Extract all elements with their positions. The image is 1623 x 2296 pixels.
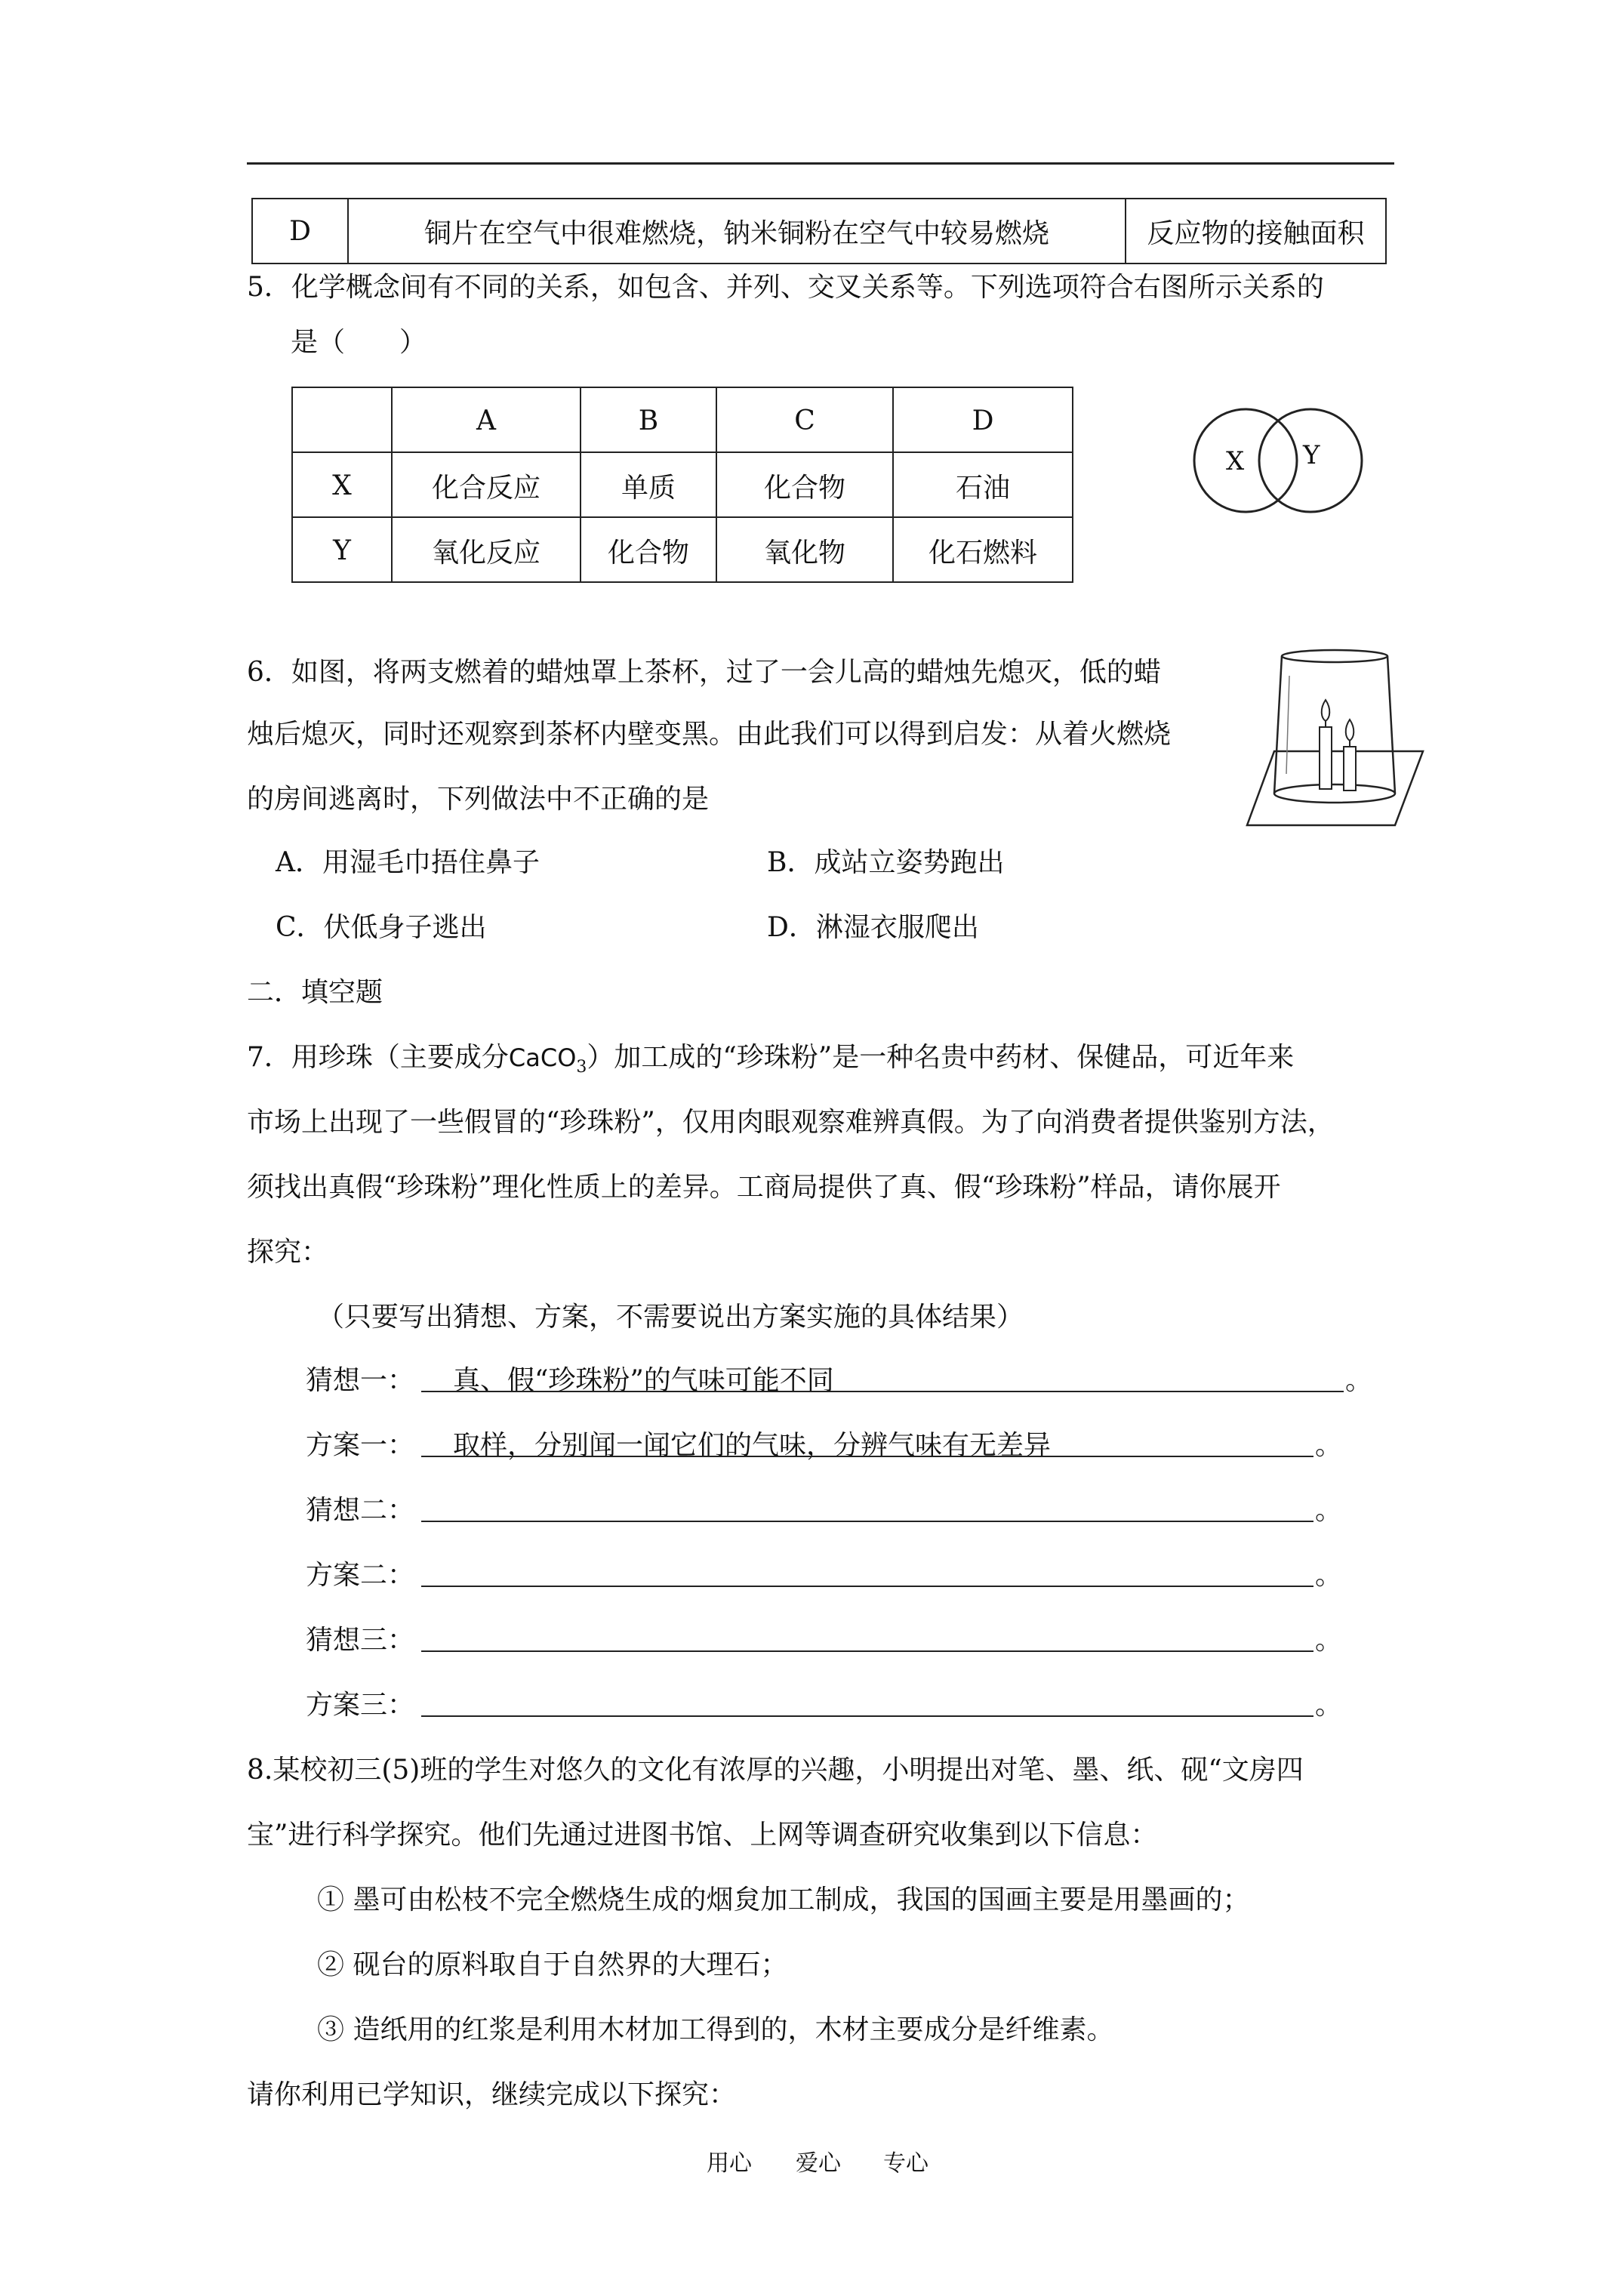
- guess-1-blank[interactable]: [421, 1391, 1344, 1392]
- footer-word-1: 用心: [707, 2150, 752, 2177]
- q5-header-c: C: [794, 405, 815, 436]
- q6-line2: 烛后熄灭，同时还观察到茶杯内壁变黑。由此我们可以得到启发：从着火燃烧: [247, 719, 1172, 750]
- q7-formula: CaCO: [508, 1043, 577, 1072]
- footer-word-3: 专心: [883, 2150, 929, 2177]
- q7-line2: 市场上出现了一些假冒的“珍珠粉”，仅用肉眼观察难辨真假。为了向消费者提供鉴别方法，: [247, 1107, 1335, 1138]
- q7-formula-subscript: 3: [576, 1058, 587, 1077]
- q5-row-x-c: 化合物: [763, 472, 845, 504]
- q5-row-y-b: 化合物: [607, 537, 689, 569]
- q5-row-y-a: 氧化反应: [431, 537, 540, 569]
- q6-line3: 的房间逃离时，下列做法中不正确的是: [247, 784, 710, 815]
- q7-line4: 探究：: [247, 1237, 329, 1268]
- q8-closing: 请你利用已学知识，继续完成以下探究：: [247, 2079, 737, 2110]
- q7-line1-pre: 7．用珍珠（主要成分: [247, 1042, 509, 1073]
- q5-row-x-label: X: [332, 470, 352, 501]
- q5-row-y-c: 氧化物: [763, 537, 845, 569]
- plan-1-blank[interactable]: [421, 1456, 1313, 1457]
- plan-2-blank[interactable]: [421, 1586, 1313, 1587]
- q5-header-d: D: [972, 405, 994, 436]
- q6-option-c: C．伏低身子逃出: [276, 912, 487, 943]
- guess-2-blank[interactable]: [421, 1521, 1313, 1522]
- venn-x-label: X: [1226, 446, 1245, 476]
- footer-word-2: 爱心: [796, 2150, 841, 2177]
- guess-2-label: 猜想二：: [306, 1495, 415, 1526]
- plan-2-end: 。: [1315, 1560, 1343, 1591]
- plan-3-label: 方案三：: [306, 1690, 415, 1721]
- q5-row-x-d: 石油: [955, 472, 1010, 504]
- venn-diagram: [1178, 393, 1381, 521]
- guess-1-end: 。: [1345, 1365, 1373, 1396]
- guess-3-blank[interactable]: [421, 1650, 1313, 1652]
- q7-note: （只要写出猜想、方案，不需要说出方案实施的具体结果）: [317, 1302, 1024, 1333]
- q6-option-d: D．淋湿衣服爬出: [767, 912, 979, 943]
- guess-2-end: 。: [1315, 1495, 1343, 1526]
- q7-line1: [247, 1036, 1294, 1077]
- q8-info-2: ② 砚台的原料取自于自然界的大理石；: [317, 1949, 788, 1980]
- section-title: 二．填空题: [247, 977, 383, 1008]
- prev-table-row-d: [251, 198, 1387, 264]
- plan-3-blank[interactable]: [421, 1715, 1313, 1717]
- q5-header-a: A: [476, 405, 496, 436]
- guess-3-end: 。: [1315, 1625, 1343, 1656]
- plan-1-label: 方案一：: [306, 1430, 415, 1461]
- q8-line1: 8.某校初三(5)班的学生对悠久的文化有浓厚的兴趣，小明提出对笔、墨、纸、砚“文房四: [247, 1755, 1304, 1786]
- row-label: D: [289, 215, 311, 247]
- q5-line2: 是（ ）: [291, 327, 427, 358]
- header-rule: [247, 162, 1394, 165]
- row-factor: 反应物的接触面积: [1147, 217, 1365, 249]
- candles-under-cup-illustration: [1238, 646, 1434, 831]
- q5-row-y-d: 化石燃料: [928, 537, 1037, 569]
- guess-1-answer: 真、假“珍珠粉”的气味可能不同: [453, 1365, 834, 1396]
- guess-3-label: 猜想三：: [306, 1625, 415, 1656]
- venn-y-label: Y: [1303, 440, 1320, 470]
- q7-line3: 须找出真假“珍珠粉”理化性质上的差异。工商局提供了真、假“珍珠粉”样品，请你展开: [247, 1172, 1281, 1203]
- q5-row-x-a: 化合反应: [431, 472, 540, 504]
- q7-line1-post: ）加工成的“珍珠粉”是一种名贵中药材、保健品，可近年来: [587, 1042, 1295, 1073]
- q5-line1: 5．化学概念间有不同的关系，如包含、并列、交叉关系等。下列选项符合右图所示关系的: [247, 272, 1324, 303]
- q8-info-1: ① 墨可由松枝不完全燃烧生成的烟炱加工制成，我国的国画主要是用墨画的；: [317, 1885, 1250, 1915]
- row-phenomenon: 铜片在空气中很难燃烧，钠米铜粉在空气中较易燃烧: [423, 217, 1049, 249]
- plan-1-end: 。: [1315, 1430, 1343, 1461]
- q6-option-b: B．成站立姿势跑出: [767, 847, 1005, 878]
- guess-1-label: 猜想一：: [306, 1365, 415, 1396]
- q6-option-a: A．用湿毛巾捂住鼻子: [276, 847, 540, 878]
- q5-header-0: [293, 388, 391, 453]
- plan-3-end: 。: [1315, 1690, 1343, 1721]
- q5-row-x-b: 单质: [621, 472, 676, 504]
- q5-table: [291, 387, 1073, 583]
- q8-line2: 宝”进行科学探究。他们先通过进图书馆、上网等调查研究收集到以下信息：: [247, 1820, 1158, 1851]
- plan-1-answer: 取样，分别闻一闻它们的气味，分辨气味有无差异: [453, 1430, 1052, 1461]
- q6-line1: 6．如图，将两支燃着的蜡烛罩上茶杯，过了一会儿高的蜡烛先熄灭，低的蜡: [247, 657, 1161, 688]
- q5-row-y-label: Y: [333, 535, 351, 566]
- q8-info-3: ③ 造纸用的红浆是利用木材加工得到的，木材主要成分是纤维素。: [317, 2014, 1114, 2045]
- plan-2-label: 方案二：: [306, 1560, 415, 1591]
- q5-header-b: B: [638, 405, 659, 436]
